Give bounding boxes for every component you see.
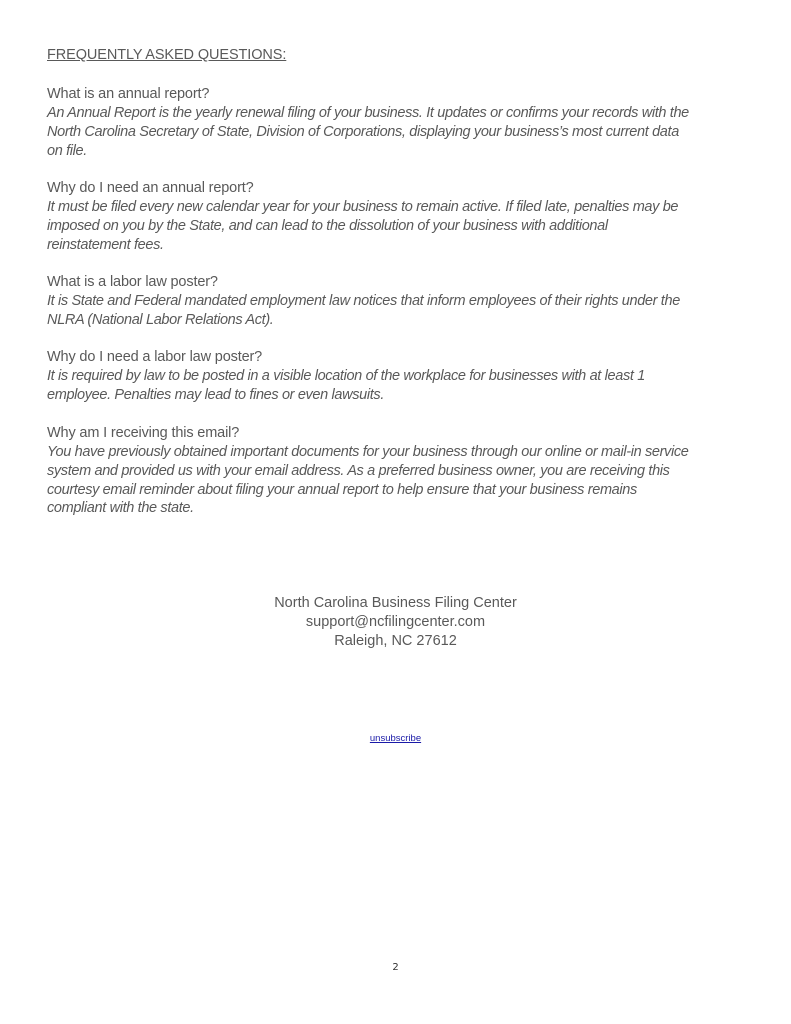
page-number: 2	[392, 962, 399, 973]
footer-contact	[0, 594, 791, 651]
faq-answer-line: North Carolina Secretary of State, Division of Corporations, displaying your business’s most current data	[47, 123, 679, 140]
faq-answer-line: reinstatement fees.	[47, 236, 164, 253]
faq-answer-line: courtesy email reminder about filing your annual report to help ensure that your business remains	[47, 481, 637, 498]
faq-answer-line: on file.	[47, 142, 87, 159]
faq-answer-line: You have previously obtained important documents for your business through our online or mail-in service	[47, 444, 689, 460]
faq-item-need-annual-report	[47, 179, 767, 254]
faq-answer-line: An Annual Report is the yearly renewal filing of your business. It updates or confirms your records with the	[47, 105, 689, 121]
unsubscribe-link[interactable]: unsubscribe	[369, 733, 422, 744]
faq-question: Why do I need an annual report?	[47, 180, 254, 196]
faq-heading: FREQUENTLY ASKED QUESTIONS:	[47, 47, 287, 63]
faq-answer-line: NLRA (National Labor Relations Act).	[47, 311, 274, 328]
faq-answer-line: It is State and Federal mandated employment law notices that inform employees of their rights under the	[47, 293, 680, 309]
faq-answer-line: system and provided us with your email address. As a preferred business owner, you are receiving this	[47, 462, 670, 479]
faq-answer-line: employee. Penalties may lead to fines or even lawsuits.	[47, 386, 384, 403]
unsubscribe-container	[0, 733, 791, 744]
faq-question: Why am I receiving this email?	[47, 425, 240, 441]
faq-answer-line: It is required by law to be posted in a visible location of the workplace for businesses with at least 1	[47, 368, 645, 384]
footer-org-name: North Carolina Business Filing Center	[274, 595, 517, 611]
faq-item-need-labor-law-poster	[47, 348, 767, 405]
faq-item-labor-law-poster	[47, 273, 767, 330]
faq-question: What is a labor law poster?	[47, 274, 218, 290]
faq-answer-line: imposed on you by the State, and can lead to the dissolution of your business with additional	[47, 217, 608, 234]
faq-answer-line: It must be filed every new calendar year for your business to remain active. If filed late, penalties may be	[47, 199, 679, 215]
faq-question: Why do I need a labor law poster?	[47, 349, 263, 365]
faq-item-receiving-email	[47, 424, 767, 518]
faq-question: What is an annual report?	[47, 86, 210, 102]
faq-answer-line: compliant with the state.	[47, 500, 194, 517]
footer-address: Raleigh, NC 27612	[334, 633, 457, 649]
footer-email: support@ncfilingcenter.com	[305, 614, 486, 630]
faq-item-annual-report	[47, 85, 767, 160]
